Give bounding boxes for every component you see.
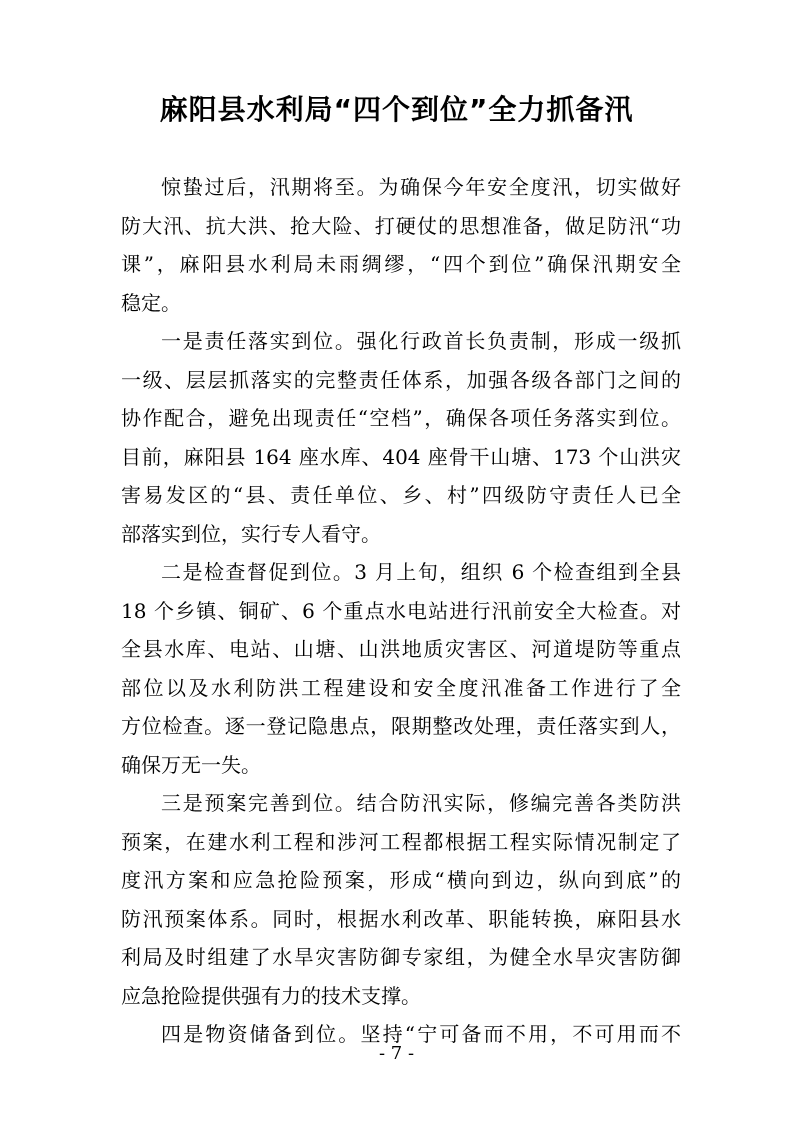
paragraph-2-line: 协作配合，避免出现责任“空档”，确保各项任务落实到位。: [121, 406, 681, 430]
paragraph-3-line: 18 个乡镇、铜矿、6 个重点水电站进行汛前安全大检查。对: [121, 598, 681, 623]
paragraph-5-line: 四是物资储备到位。坚持“宁可备而不用，不可用而不: [161, 1022, 681, 1046]
paragraph-3-line: 方位检查。逐一登记隐患点，限期整改处理，责任落实到人，: [121, 714, 681, 738]
paragraph-2-line: 部落实到位，实行专人看守。: [121, 521, 381, 546]
page-number: - 7 -: [378, 1043, 415, 1064]
paragraph-4-line: 利局及时组建了水旱灾害防御专家组，为健全水旱灾害防御: [121, 945, 681, 969]
paragraph-2-line: 一是责任落实到位。强化行政首长负责制，形成一级抓: [161, 329, 681, 353]
paragraph-4-line: 应急抢险提供强有力的技术支撑。: [121, 983, 421, 1008]
paragraph-1-line: 课”，麻阳县水利局未雨绸缪，“四个到位”确保汛期安全: [121, 252, 681, 276]
paragraph-3-line: 部位以及水利防洪工程建设和安全度汛准备工作进行了全: [121, 675, 681, 700]
article-title: 麻阳县水利局“四个到位”全力抓备汛: [159, 93, 634, 126]
paragraph-2-line: 害易发区的“县、责任单位、乡、村”四级防守责任人已全: [121, 483, 681, 507]
paragraph-4-line: 预案，在建水利工程和涉河工程都根据工程实际情况制定了: [121, 829, 681, 854]
paragraph-2-line: 一级、层层抓落实的完整责任体系，加强各级各部门之间的: [121, 367, 681, 392]
article-body: [121, 168, 681, 1054]
paragraph-1-line: 防大汛、抗大洪、抢大险、打硬仗的思想准备，做足防汛“功: [121, 213, 681, 238]
paragraph-4-line: 度汛方案和应急抢险预案，形成“横向到边，纵向到底”的: [121, 868, 681, 892]
paragraph-4-line: 三是预案完善到位。结合防汛实际，修编完善各类防洪: [161, 791, 681, 815]
paragraph-3-line: 确保万无一失。: [121, 752, 261, 777]
paragraph-3-line: 全县水库、电站、山塘、山洪地质灾害区、河道堤防等重点: [121, 637, 681, 661]
paragraph-3-line: 二是检查督促到位。3 月上旬，组织 6 个检查组到全县: [161, 560, 681, 584]
paragraph-4-line: 防汛预案体系。同时，根据水利改革、职能转换，麻阳县水: [121, 906, 681, 931]
paragraph-2-line: 目前，麻阳县 164 座水库、404 座骨干山塘、173 个山洪灾: [121, 444, 681, 469]
paragraph-1-line: 惊蛰过后，汛期将至。为确保今年安全度汛，切实做好: [161, 175, 681, 199]
paragraph-1-line: 稳定。: [121, 290, 181, 315]
